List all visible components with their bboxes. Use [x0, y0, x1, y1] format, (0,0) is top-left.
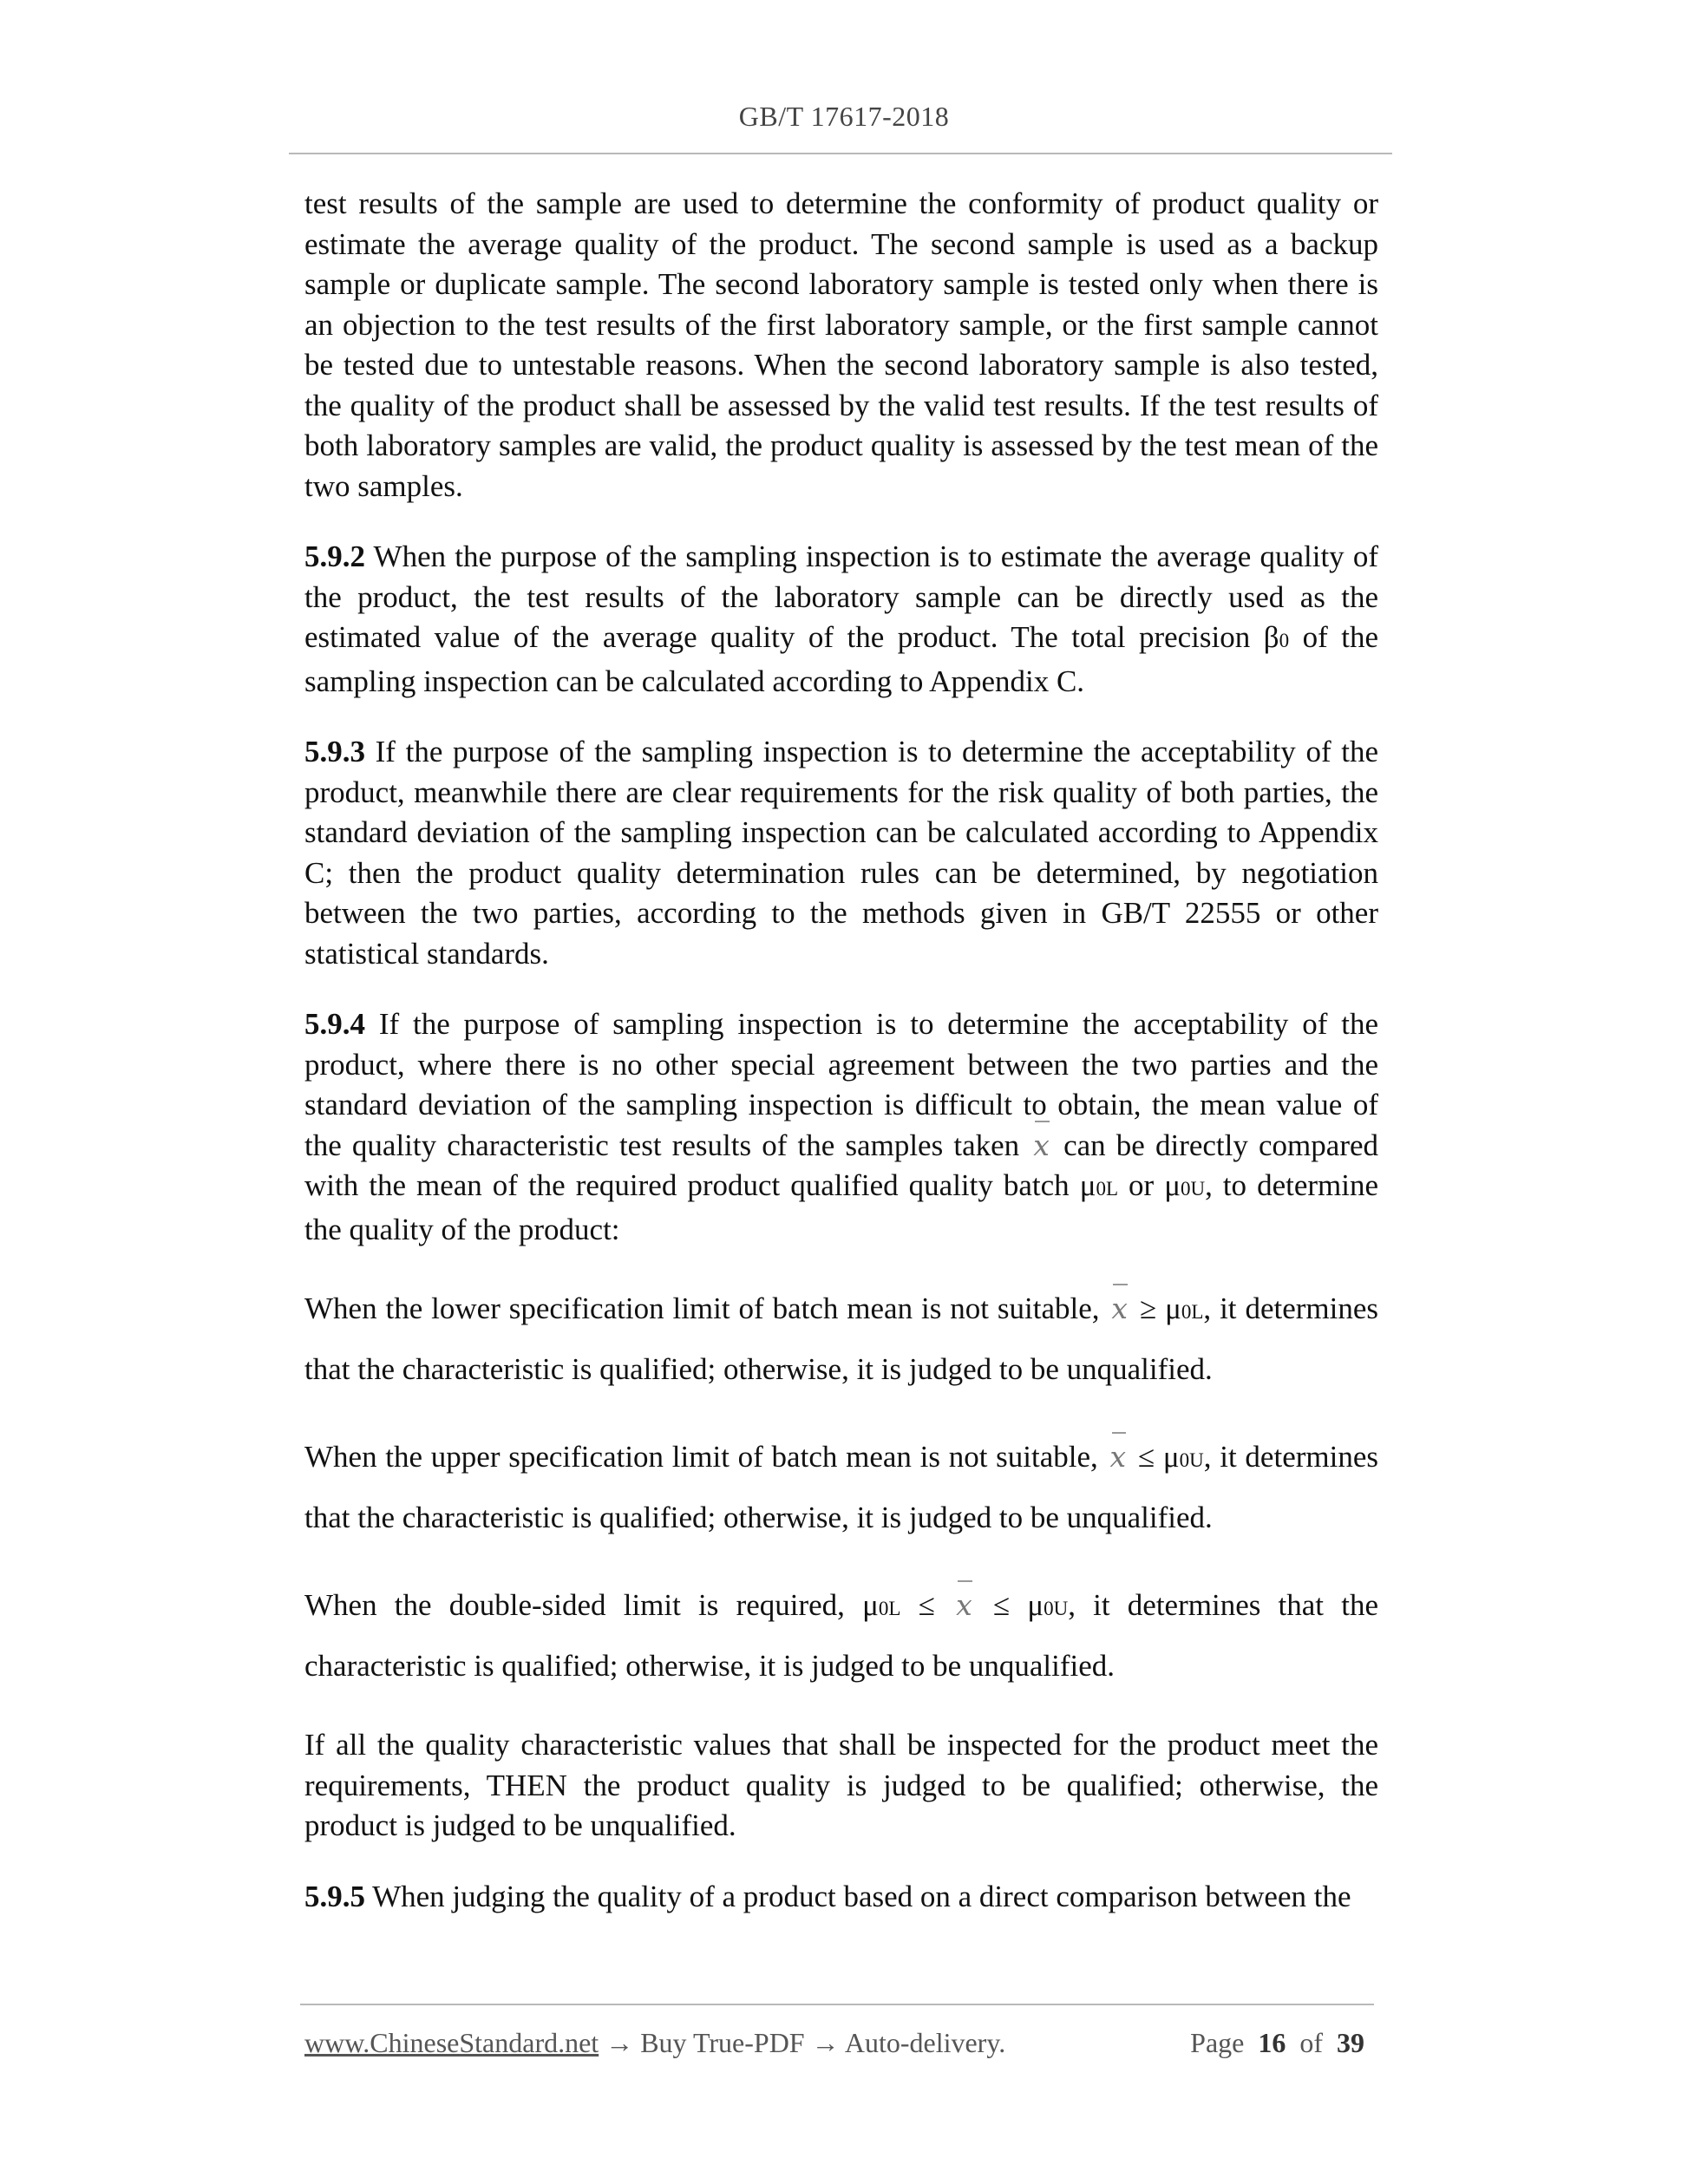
x-bar-symbol: x — [1030, 1131, 1053, 1160]
x-bar-symbol: x — [1107, 1442, 1130, 1471]
section-number: 5.9.3 — [304, 735, 365, 768]
section-text: , to determine the quality of the product: — [304, 1168, 1378, 1246]
rule-text: , it determines that the characteristic is qualified; otherwise, it is judged to be unqualified. — [304, 1440, 1378, 1534]
section-text: When judging the quality of a product based on a direct comparison between the — [365, 1879, 1351, 1913]
operator: ≥ — [1131, 1291, 1166, 1325]
section-text: If the purpose of sampling inspection is to determine the acceptability of the product, where there is no other special agreement between the two parties and the standard deviation of the sampling inspection is difficult to obtain, the mean value of the quality characteristic test results of the samples taken — [304, 1007, 1378, 1162]
section-text: When the purpose of the sampling inspection is to estimate the average quality of the product, the test results of the laboratory sample can be directly used as the estimated value of the average quality of the product. The total precision β — [304, 539, 1378, 654]
page-number: 16 — [1258, 2027, 1286, 2058]
section-number: 5.9.4 — [304, 1007, 365, 1041]
section-text-tail: of the sampling inspection can be calculated according to Appendix C. — [304, 620, 1379, 698]
operator: ≤ — [975, 1588, 1028, 1622]
section-number: 5.9.2 — [304, 539, 365, 573]
mu-0l-symbol: μ0L — [1079, 1168, 1119, 1202]
footer-left — [304, 2027, 1005, 2059]
section-5-9-3 — [304, 732, 1378, 974]
section-5-9-2 — [304, 537, 1378, 702]
document-header-title: GB/T 17617-2018 — [738, 101, 950, 132]
paragraph-intro: test results of the sample are used to determine the conformity of product quality or estimate the average quality of the product. The second sample is used as a backup sample or duplicate sample. The second laboratory sample is tested only when there is an objection to the test results of the first laboratory sample, or the first sample cannot be tested due to untestable reasons. When the second laboratory sample is also tested, the quality of the product shall be assessed by the valid test results. If the test results of both laboratory samples are valid, the product quality is assessed by the test mean of the two samples. — [304, 186, 1378, 503]
section-text: or — [1118, 1168, 1165, 1202]
rule-double-sided — [304, 1577, 1378, 1695]
mu-0u-symbol: μ0U — [1162, 1440, 1204, 1474]
operator: ≤ — [900, 1588, 953, 1622]
rule-text: , it determines that the characteristic is qualified; otherwise, it is judged to be unqualified. — [304, 1588, 1378, 1683]
x-bar-symbol: x — [952, 1591, 976, 1619]
website-link[interactable]: www.ChineseStandard.net — [304, 2027, 599, 2058]
rule-text: , it determines that the characteristic is qualified; otherwise, it is judged to be unqualified. — [304, 1291, 1378, 1386]
paragraph-all-requirements: If all the quality characteristic values that shall be inspected for the product meet the requirements, THEN the product quality is judged to be qualified; otherwise, the product is judged to be unqualified. — [304, 1728, 1378, 1842]
page-indicator — [1190, 2027, 1364, 2059]
x-bar-symbol: x — [1108, 1294, 1131, 1323]
total-pages: 39 — [1337, 2027, 1364, 2058]
rule-text: When the double-sided limit is required, — [304, 1588, 863, 1622]
section-text: can be directly compared with the mean of the required product qualified quality batch — [304, 1128, 1379, 1202]
subscript: 0 — [1279, 630, 1290, 651]
footer-promo: → Buy True-PDF → Auto-delivery. — [599, 2027, 1006, 2058]
operator: ≤ — [1129, 1440, 1163, 1474]
page-footer — [304, 2027, 1364, 2059]
footer-divider — [300, 2004, 1374, 2005]
page-label: Page — [1190, 2027, 1245, 2058]
mu-0l-symbol: μ0L — [1165, 1291, 1204, 1325]
of-label: of — [1299, 2027, 1323, 2058]
section-number: 5.9.5 — [304, 1879, 365, 1913]
rule-text: When the lower specification limit of batch mean is not suitable, — [304, 1291, 1109, 1325]
document-body — [304, 184, 1378, 1917]
mu-0u-symbol: μ0U — [1027, 1588, 1069, 1622]
rule-upper-limit — [304, 1429, 1378, 1546]
header-divider — [289, 153, 1392, 154]
section-text: If the purpose of the sampling inspection is to determine the acceptability of the product, meanwhile there are clear requirements for the risk quality of both parties, the standard deviation of the sampling inspection can be calculated according to Appendix C; then the product quality determination rules can be determined, by negotiation between the two parties, according to the methods given in GB/T 22555 or other statistical standards. — [304, 735, 1378, 971]
rule-lower-limit — [304, 1280, 1378, 1398]
section-5-9-4 — [304, 1004, 1378, 1250]
mu-0l-symbol: μ0L — [862, 1588, 901, 1622]
section-5-9-5 — [304, 1877, 1378, 1918]
mu-0u-symbol: μ0U — [1164, 1168, 1206, 1202]
rule-text: When the upper specification limit of batch mean is not suitable, — [304, 1440, 1107, 1474]
